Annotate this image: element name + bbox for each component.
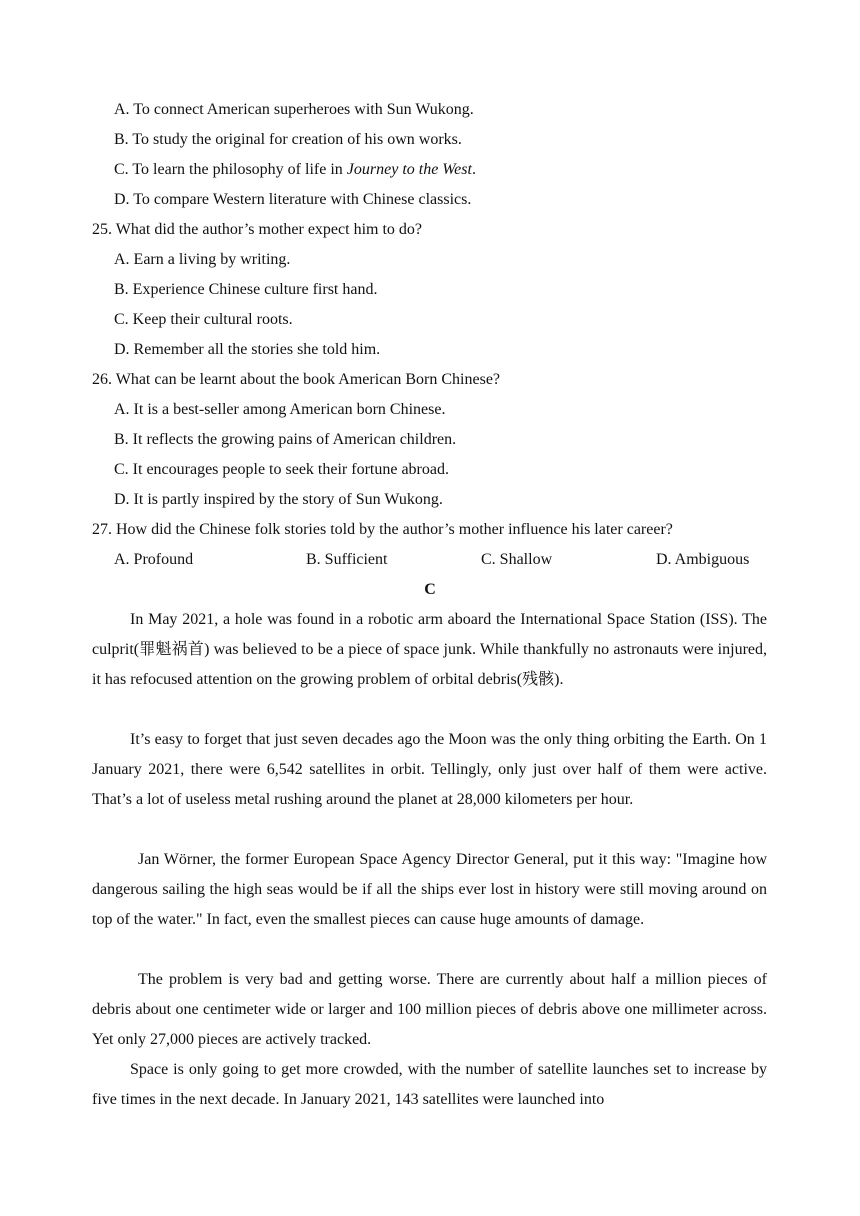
passage-paragraph-3: Jan Wörner, the former European Space Agency Director General, put it this way: "Imagine how dangerous sailing the high seas would be if all the ships ever lost in history were still moving around on top of the water." In fact, even the smallest pieces can cause huge amounts of damage. [92, 851, 767, 928]
q27-option-d: D. Ambiguous [656, 551, 750, 568]
q26-question: 26. What can be learnt about the book American Born Chinese? [92, 371, 501, 388]
q25-option-a: A. Earn a living by writing. [114, 251, 291, 268]
q24-option-c-suffix: . [471, 161, 476, 178]
q27-option-c: C. Shallow [481, 551, 553, 568]
q24-option-b: B. To study the original for creation of his own works. [114, 131, 462, 148]
q25-option-b: B. Experience Chinese culture first hand. [114, 281, 378, 298]
q26-option-b: B. It reflects the growing pains of American children. [114, 431, 457, 448]
q24-option-a: A. To connect American superheroes with Sun Wukong. [114, 101, 474, 118]
q25-question: 25. What did the author’s mother expect him to do? [92, 221, 422, 238]
passage-paragraph-5: Space is only going to get more crowded, with the number of satellite launches set to increase by five times in the next decade. In January 2021, 143 satellites were launched into [92, 1061, 767, 1108]
passage-paragraph-2: It’s easy to forget that just seven decades ago the Moon was the only thing orbiting the Earth. On 1 January 2021, there were 6,542 satellites in orbit. Tellingly, only just over half of them were active. That’s a lot of useless metal rushing around the planet at 28,000 kilometers per hour. [92, 731, 767, 808]
q24-option-c-prefix: C. To learn the philosophy of life in [114, 161, 347, 178]
q27-options [0, 550, 860, 570]
q27-option-b: B. Sufficient [306, 551, 388, 568]
passage-paragraph-1: In May 2021, a hole was found in a robotic arm aboard the International Space Station (ISS). The culprit(罪魁祸首) was believed to be a piece of space junk. While thankfully no astronauts were injured, it has refocused attention on the growing problem of orbital debris(残骸). [92, 611, 767, 688]
q24-option-c-italic: Journey to the West [346, 161, 472, 178]
q26-option-c: C. It encourages people to seek their fortune abroad. [114, 461, 449, 478]
q26-option-a: A. It is a best-seller among American born Chinese. [114, 401, 446, 418]
q27-question: 27. How did the Chinese folk stories told by the author’s mother influence his later career? [92, 521, 673, 538]
q25-option-d: D. Remember all the stories she told him. [114, 341, 381, 358]
passage-paragraph-4: The problem is very bad and getting worse. There are currently about half a million pieces of debris about one centimeter wide or larger and 100 million pieces of debris above one millimeter across. Yet only 27,000 pieces are actively tracked. [92, 971, 767, 1048]
section-heading: C [424, 581, 436, 598]
q26-option-d: D. It is partly inspired by the story of Sun Wukong. [114, 491, 443, 508]
q25-option-c: C. Keep their cultural roots. [114, 311, 293, 328]
q24-option-d: D. To compare Western literature with Chinese classics. [114, 191, 472, 208]
q24-option-c [114, 160, 476, 180]
q27-option-a: A. Profound [114, 551, 194, 568]
